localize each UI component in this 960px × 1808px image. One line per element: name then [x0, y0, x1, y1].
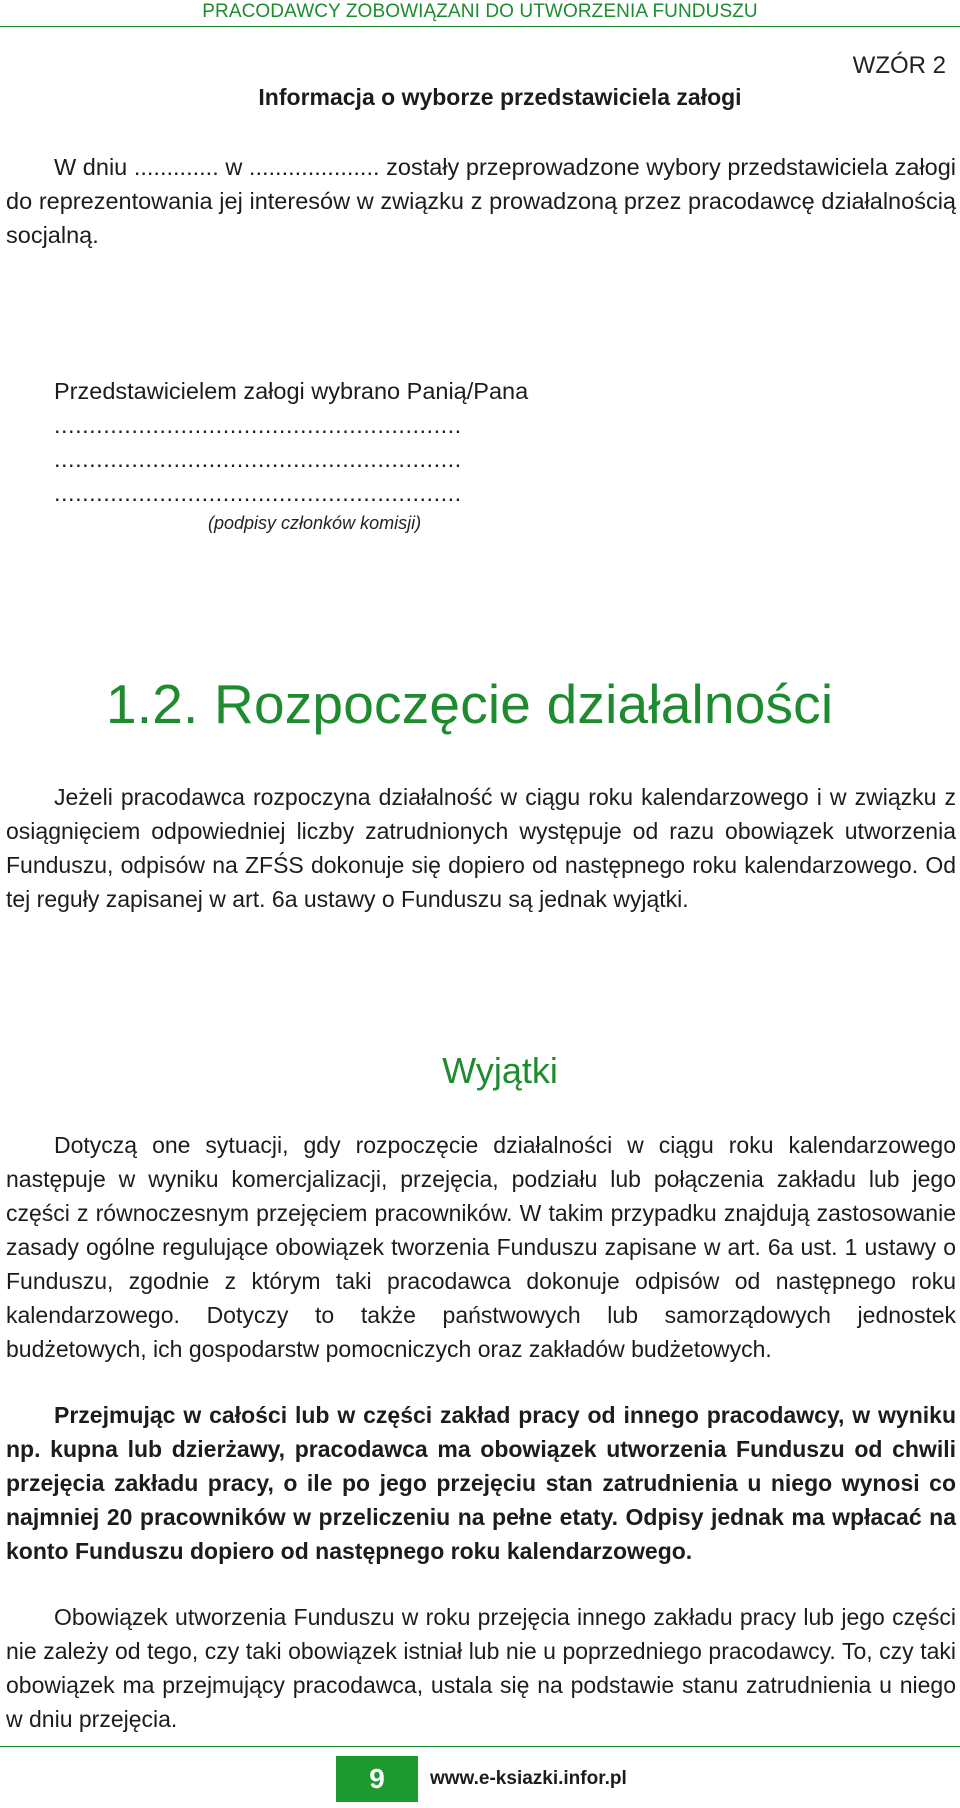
exceptions-paragraph-2: Przejmując w całości lub w części zakład pracy od innego pracodawcy, w wyniku np. kupna lub dzierżawy, pracodawca ma obowiązek utworzenia Funduszu od chwili przejęcia zakładu pracy, o ile po jego przejęciu stan zatrudnienia u niego wynosi co najmniej 20 pracowników w przeliczeniu na pełne etaty. Odpisy jednak ma wpłacać na konto Funduszu dopiero od następnego roku kalendarzowego.	[6, 1402, 956, 1564]
footer-divider	[0, 1746, 960, 1747]
form-title-text: Informacja o wyborze przedstawiciela załogi	[258, 84, 742, 110]
exceptions-heading: Wyjątki	[442, 1050, 558, 1091]
form-label: WZÓR 2	[852, 52, 946, 79]
form-title	[0, 84, 960, 111]
running-title: PRACODAWCY ZOBOWIĄZANI DO UTWORZENIA FUNDUSZU	[202, 1, 758, 22]
page-number: 9	[336, 1756, 418, 1802]
signature-line-1: ..........................................................	[54, 412, 462, 438]
running-header	[0, 0, 960, 28]
section-paragraph: Jeżeli pracodawca rozpoczyna działalność w ciągu roku kalendarzowego i w związku z osiągnięciem odpowiedniej liczby zatrudnionych występuje od razu obowiązek utworzenia Funduszu, odpisów na ZFŚS dokonuje się dopiero od następnego roku kalendarzowego. Od tej reguły zapisanej w art. 6a ustawy o Funduszu są jednak wyjątki.	[6, 784, 956, 912]
signature-line-2: ..........................................................	[54, 446, 462, 472]
elected-line: Przedstawicielem załogi wybrano Panią/Pana	[54, 378, 529, 404]
header-divider	[0, 26, 960, 27]
form-paragraph: W dniu ............. w .................... zostały przeprowadzone wybory przedstawiciela załogi do reprezentowania jej interesów w związku z prowadzoną przez pracodawcę działalnością socjalną.	[6, 154, 956, 248]
footer-url[interactable]: www.e-ksiazki.infor.pl	[430, 1768, 627, 1789]
signatures-caption: (podpisy członków komisji)	[208, 513, 422, 533]
exceptions-paragraph-3: Obowiązek utworzenia Funduszu w roku przejęcia innego zakładu pracy lub jego części nie zależy od tego, czy taki obowiązek istniał lub nie u poprzedniego pracodawcy. To, czy taki obowiązek ma przejmujący pracodawca, ustala się na podstawie stanu zatrudnienia u niego w dniu przejęcia.	[6, 1604, 956, 1732]
exceptions-paragraph-1: Dotyczą one sytuacji, gdy rozpoczęcie działalności w ciągu roku kalendarzowego następuje w wyniku komercjalizacji, przejęcia, podziału lub połączenia zakładu lub jego części z równoczesnym przejęciem pracowników. W takim przypadku znajdują zastosowanie zasady ogólne regulujące obowiązek tworzenia Funduszu zapisane w art. 6a ust. 1 ustawy o Funduszu, zgodnie z którym taki pracodawca dokonuje odpisów od następnego roku kalendarzowego. Dotyczy to także państwowych lub samorządowych jednostek budżetowych, ich gospodarstw pomocniczych oraz zakładów budżetowych.	[6, 1132, 956, 1362]
section-heading: 1.2. Rozpoczęcie działalności	[106, 673, 834, 735]
signature-line-3: ..........................................................	[54, 480, 462, 506]
